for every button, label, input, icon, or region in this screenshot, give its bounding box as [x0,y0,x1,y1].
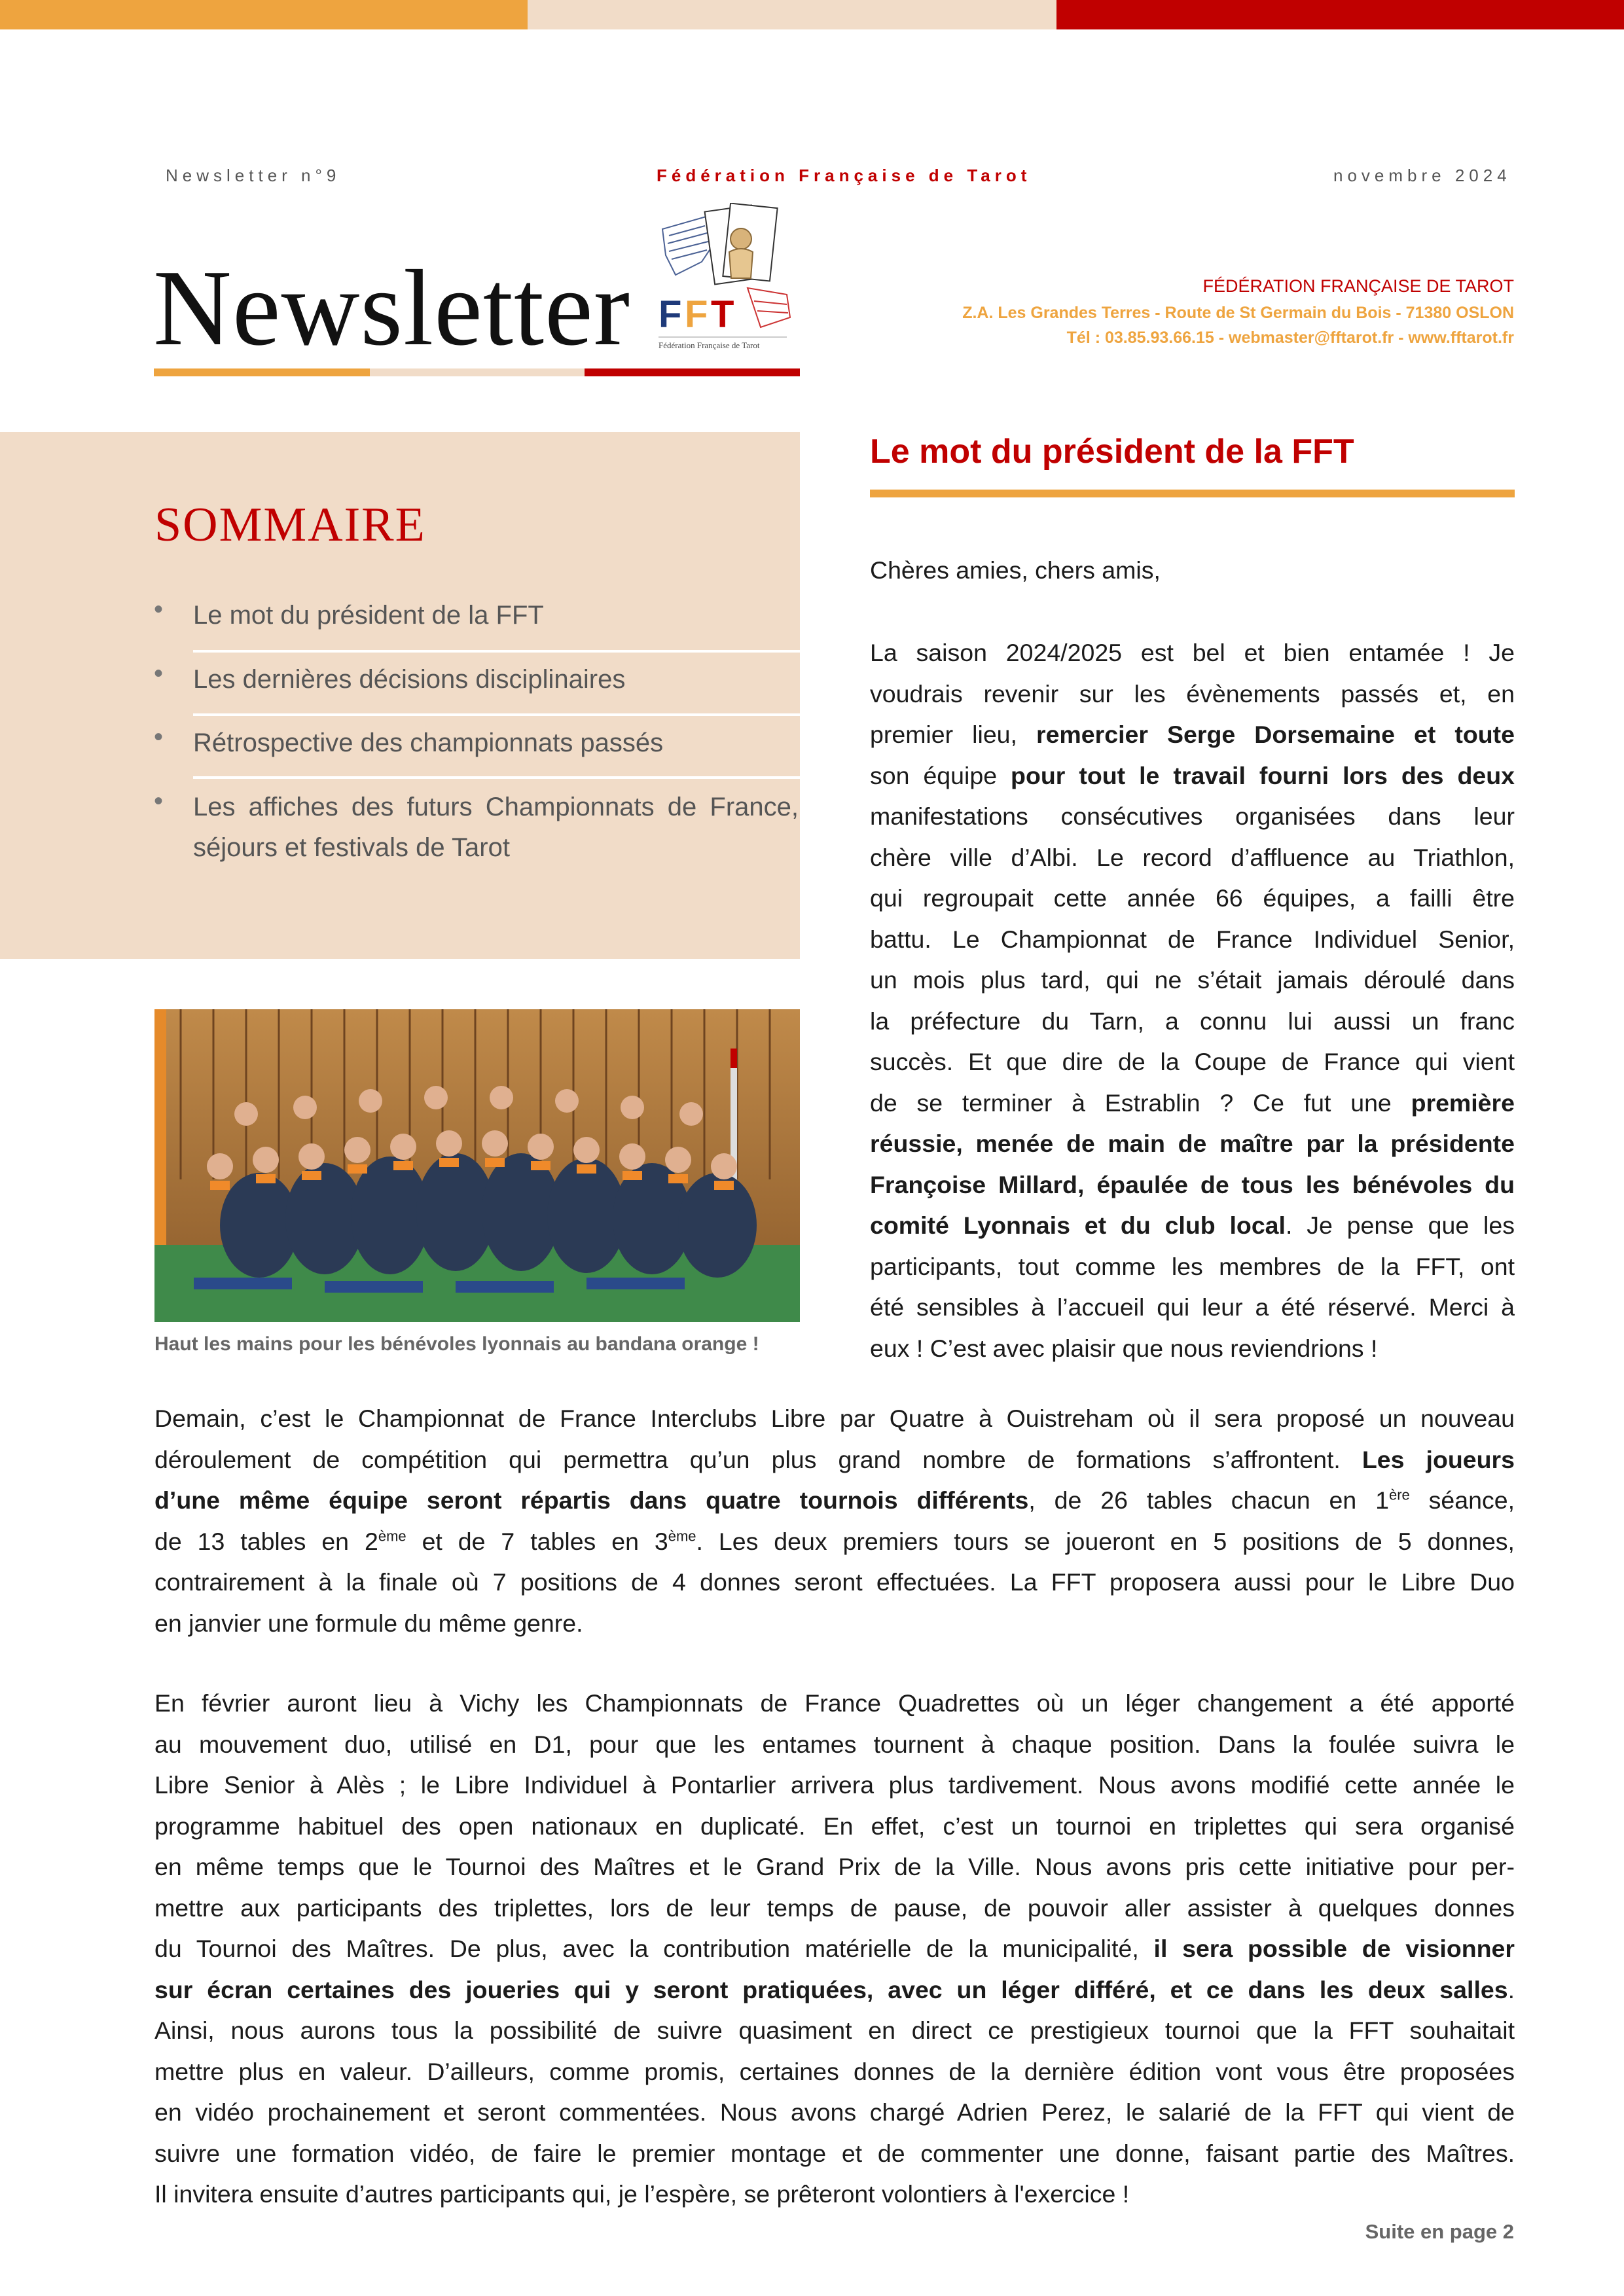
text-line: au mouvement duo, utilisé en D1, pour que les entames tournent à chaque position. Dans la foulée suivra le [154,1730,1515,1758]
text-line: déroulement de compétition qui permettra qu’un plus grand nombre de formations s’affrontent. Les joueurs [154,1445,1515,1473]
article-title: Le mot du président de la FFT [870,433,1354,471]
text-line: en même temps que le Tournoi des Maîtres et le Grand Prix de la Ville. Nous avons pris cette initiative pour per- [154,1853,1515,1880]
toc-divider [193,650,800,653]
text-line: de se terminer à Estrablin ? Ce fut une première [870,1088,1515,1117]
article-paragraph-2 [154,1398,1515,1643]
article-title-rule [870,490,1515,497]
fft-logo [656,203,801,353]
svg-text:F: F [685,293,708,336]
issue-date: novembre 2024 [1333,166,1511,185]
text-line: programme habituel des open nationaux en duplicaté. En effet, c’est un tournoi en triplettes qui sera organisé [154,1812,1515,1840]
issue-number: Newsletter n°9 [166,166,341,185]
toc-divider [193,776,800,779]
svg-text:T: T [711,293,734,336]
text-line: un mois plus tard, qui ne s’était jamais déroulé dans [870,966,1515,994]
article-column-paragraph [870,632,1515,1369]
address-street: Z.A. Les Grandes Terres - Route de St Germain du Bois - 71380 OSLON [962,304,1514,322]
greeting: Chères amies, chers amis, [870,556,1161,584]
text-line: Demain, c’est le Championnat de France Interclubs Libre par Quatre à Ouistreham où il sera proposé un nouveau [154,1405,1515,1432]
text-line: manifestations consécutives organisées dans leur [870,802,1515,830]
text-line: eux ! C’est avec plaisir que nous reviendrions ! [870,1334,1378,1362]
text-line: réussie, menée de main de maître par la présidente [870,1130,1515,1157]
text-line: d’une même équipe seront répartis dans quatre tournois différents, de 26 tables chacun en 1ère séance, [154,1486,1515,1514]
federation-name: Fédération Française de Tarot [657,166,1032,185]
toc-item-retrospective[interactable]: Rétrospective des championnats passés [193,728,664,757]
text-line: son équipe pour tout le travail fourni lors des deux [870,761,1515,789]
toc-item-president[interactable]: Le mot du président de la FFT [193,601,544,630]
text-line: du Tournoi des Maîtres. De plus, avec la contribution matérielle de la municipalité, il sera possible de visionner [154,1935,1515,1962]
toc-item-affiches[interactable]: Les affiches des futurs Championnats de France, séjours et festivals de Tarot [193,793,799,862]
text-line: la préfecture du Tarn, a connu lui aussi un franc [870,1007,1515,1035]
title-rule-red [585,368,800,376]
logo-caption: Fédération Française de Tarot [659,340,760,350]
text-line: Libre Senior à Alès ; le Libre Individuel à Pontarlier arrivera plus tardivement. Nous avons modifié cette année le [154,1771,1515,1799]
text-line: comité Lyonnais et du club local. Je pense que les [870,1211,1515,1239]
text-line: succès. Et que dire de la Coupe de France qui vient [870,1048,1515,1075]
continued-note: Suite en page 2 [1365,2220,1514,2243]
text-line: mettre plus en valeur. D’ailleurs, comme promis, certaines donnes de la dernière édition vont vous être proposées [154,2057,1515,2085]
text-line: Françoise Millard, épaulée de tous les bénévoles du [870,1170,1515,1198]
text-line: Ainsi, nous aurons tous la possibilité de suivre quasiment en direct ce prestigieux tournoi que la FFT souhaitait [154,2017,1515,2044]
sommaire-title: SOMMAIRE [154,498,426,552]
logo-graphic-icon [656,203,801,353]
text-line: voudrais revenir sur les évènements passés et, en [870,679,1515,708]
top-bar-beige [528,0,1056,29]
toc-item-disciplinaires[interactable]: Les dernières décisions disciplinaires [193,665,626,694]
text-line: contrairement à la finale où 7 positions de 4 donnes seront effectuées. La FFT proposera aussi pour le Libre Duo [154,1568,1515,1596]
text-line: en janvier une formule du même genre. [154,1609,583,1637]
title-rule-beige [370,368,585,376]
bullet-icon: • [154,723,164,751]
text-line: mettre aux participants des triplettes, lors de leur temps de pause, de pouvoir aller assister à quelques donnes [154,1893,1515,1922]
address-name: FÉDÉRATION FRANÇAISE DE TAROT [1202,276,1514,296]
page-title: Newsletter [153,247,631,368]
text-line: premier lieu, remercier Serge Dorsemaine et toute [870,721,1515,748]
text-line: La saison 2024/2025 est bel et bien entamée ! Je [870,639,1515,666]
bullet-icon: • [154,659,164,688]
text-line: Il invitera ensuite d’autres participants qui, je l’espère, se prêteront volontiers à l'exercice ! [154,2180,1130,2208]
text-line: été sensibles à l’accueil qui leur a été réservé. Merci à [870,1293,1515,1321]
text-line: chère ville d’Albi. Le record d’affluence au Triathlon, [870,843,1515,871]
text-line: participants, tout comme les membres de la FFT, ont [870,1252,1515,1280]
text-line: suivre une formation vidéo, de faire le premier montage et de commenter une donne, faisant partie des Maîtres. [154,2139,1515,2167]
toc-divider [193,713,800,716]
top-bar-orange [0,0,528,29]
title-rule-orange [154,368,370,376]
article-paragraph-3 [154,1683,1515,2215]
top-bar-red [1056,0,1624,29]
address-contact: Tél : 03.85.93.66.15 - webmaster@fftarot.fr - www.fftarot.fr [1066,329,1514,347]
text-line: qui regroupait cette année 66 équipes, a failli être [870,884,1515,912]
bullet-icon: • [154,595,164,624]
text-line: En février auront lieu à Vichy les Championnats de France Quadrettes où un léger changement a été apporté [154,1689,1515,1717]
svg-text:F: F [659,293,682,336]
text-line: sur écran certaines des joueries qui y seront pratiquées, avec un léger différé, et ce dans les deux salles. [154,1975,1515,2003]
text-line: de 13 tables en 2ème et de 7 tables en 3ème. Les deux premiers tours se joueront en 5 positions de 5 donnes, [154,1527,1515,1555]
text-line: en vidéo prochainement et seront commentées. Nous avons chargé Adrien Perez, le salarié de la FFT qui vient de [154,2098,1515,2126]
text-line: battu. Le Championnat de France Individuel Senior, [870,925,1515,953]
group-photo-image [154,1009,800,1322]
photo-caption: Haut les mains pour les bénévoles lyonnais au bandana orange ! [154,1333,759,1355]
bullet-icon: • [154,787,164,816]
volunteers-photo [154,1009,800,1322]
